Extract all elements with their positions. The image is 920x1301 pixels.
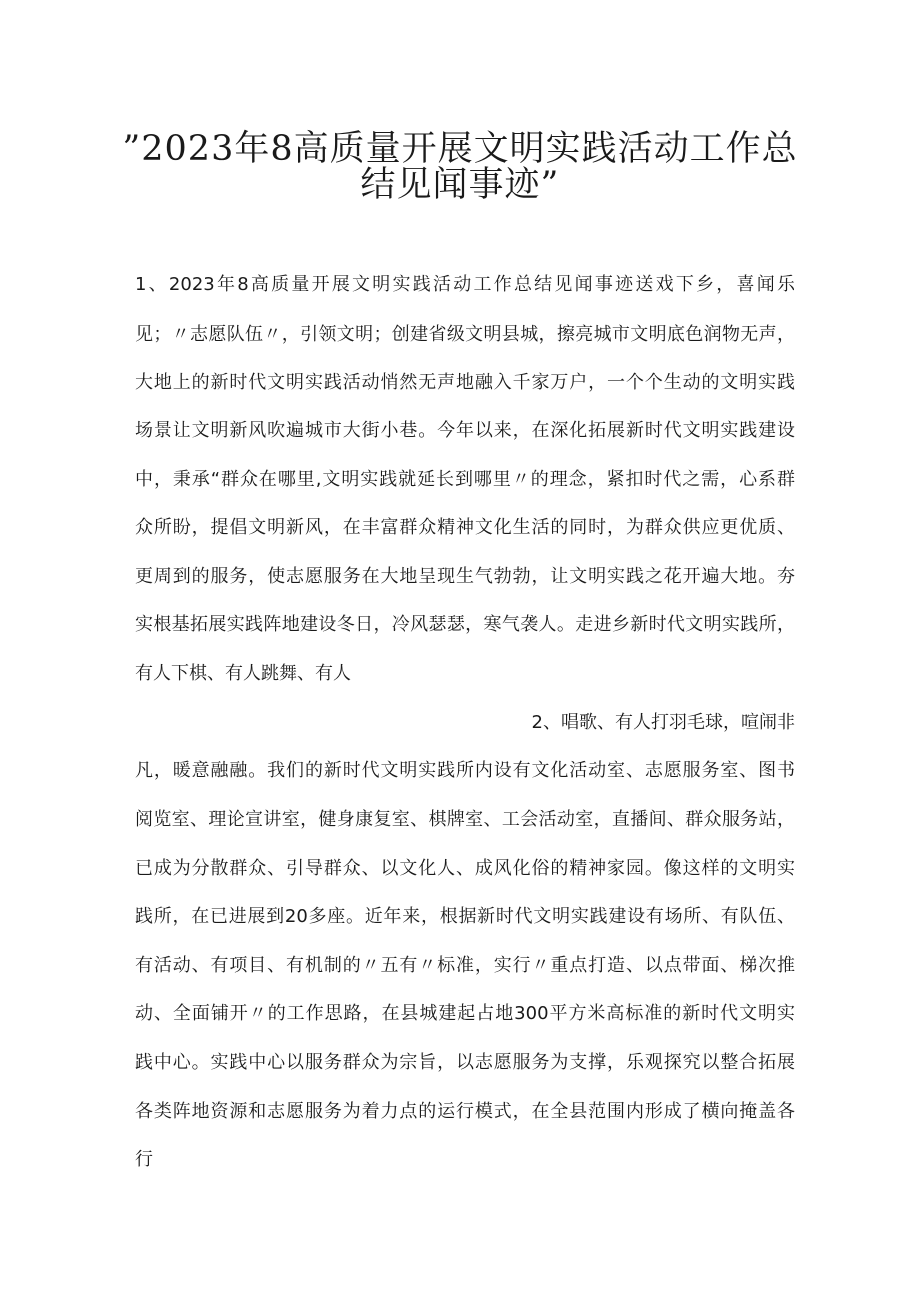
paragraph-line: 有人下棋、有人跳舞、有人 bbox=[135, 663, 351, 684]
paragraph-line: 已成为分散群众、引导群众、以文化人、成风化俗的精神家园。像这样的文明实 bbox=[135, 858, 795, 879]
paragraph-line: 场景让文明新风吹遍城市大街小巷。今年以来，在深化拓展新时代文明实践建设 bbox=[135, 420, 795, 441]
paragraph-line: 动、全面铺开〃的工作思路，在县城建起占地300平方米高标准的新时代文明实 bbox=[135, 1003, 795, 1024]
paragraph-line: 践中心。实践中心以服务群众为宗旨，以志愿服务为支撑，乐观探究以整合拓展 bbox=[135, 1052, 795, 1073]
paragraph-line: 阅览室、理论宣讲室，健身康复室、棋牌室、工会活动室，直播间、群众服务站， bbox=[135, 809, 795, 830]
paragraph-line: 实根基拓展实践阵地建设冬日，冷风瑟瑟，寒气袭人。走进乡新时代文明实践所， bbox=[135, 614, 795, 635]
paragraph-line: 中，秉承“群众在哪里,文明实践就延长到哪里〃的理念，紧扣时代之需，心系群 bbox=[135, 469, 795, 490]
paragraph-line: 践所，在已进展到20多座。近年来，根据新时代文明实践建设有场所、有队伍、 bbox=[135, 906, 795, 927]
paragraph-line: 更周到的服务，使志愿服务在大地呈现生气勃勃，让文明实践之花开遍大地。夯 bbox=[135, 566, 795, 587]
paragraph-line: 凡，暖意融融。我们的新时代文明实践所内设有文化活动室、志愿服务室、图书 bbox=[135, 760, 795, 781]
paragraph-line: 见；〃志愿队伍〃，引领文明；创建省级文明县城，擦亮城市文明底色润物无声， bbox=[135, 324, 795, 345]
document-title-line-1: ”2023年8高质量开展文明实践活动工作总 bbox=[122, 129, 798, 169]
document-title-line-2: 结见闻事迹” bbox=[360, 165, 560, 205]
paragraph-line: 有活动、有项目、有机制的〃五有〃标准，实行〃重点打造、以点带面、梯次推 bbox=[135, 955, 795, 976]
paragraph-line: 行 bbox=[135, 1149, 153, 1170]
paragraph-line: 众所盼，提倡文明新风，在丰富群众精神文化生活的同时，为群众供应更优质、 bbox=[135, 517, 795, 538]
paragraph-line: 大地上的新时代文明实践活动悄然无声地融入千家万户，一个个生动的文明实践 bbox=[135, 372, 795, 393]
paragraph-line: 1、2023年8高质量开展文明实践活动工作总结见闻事迹送戏下乡，喜闻乐 bbox=[135, 274, 795, 295]
paragraph-line: 2、唱歌、有人打羽毛球，喧闹非 bbox=[531, 712, 795, 733]
paragraph-line: 各类阵地资源和志愿服务为着力点的运行模式，在全县范围内形成了横向掩盖各 bbox=[135, 1101, 795, 1122]
